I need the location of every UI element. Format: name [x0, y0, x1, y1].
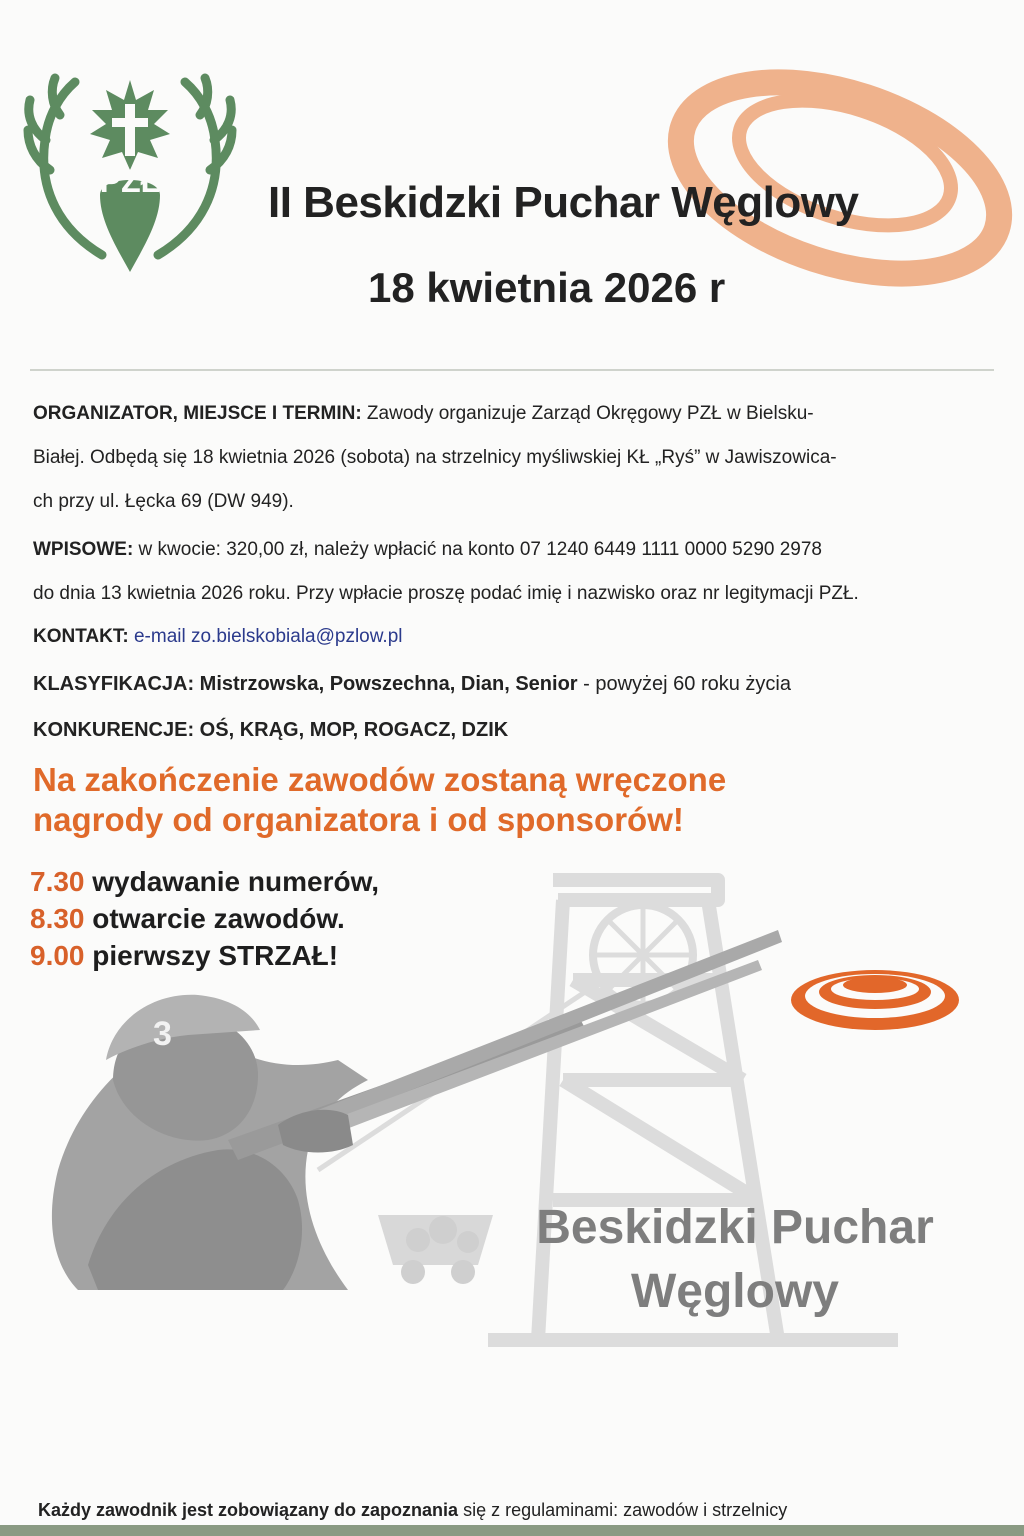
footer-bar: [0, 1525, 1024, 1536]
competitions-list: OŚ, KRĄG, MOP, ROGACZ, DZIK: [194, 719, 509, 741]
footer-note: [38, 1500, 787, 1521]
shooter-cap-number: 3: [153, 1015, 172, 1053]
schedule-item: [30, 866, 379, 898]
organizer-text-line2: Białej. Odbędą się 18 kwietnia 2026 (sobota) na strzelnicy myśliwskiej KŁ „Ryś” w Jawiszowica-: [33, 447, 837, 468]
brand-wordmark: [505, 1196, 965, 1324]
fee-text-line2: do dnia 13 kwietnia 2026 roku. Przy wpłacie proszę podać imię i nazwisko oraz nr legitymacji PZŁ.: [33, 583, 859, 604]
organizer-text-line1: Zawody organizuje Zarząd Okręgowy PZŁ w Bielsku-: [361, 403, 814, 424]
schedule-time: 9.00: [30, 940, 85, 971]
prize-line-1: Na zakończenie zawodów zostaną wręczone: [33, 761, 727, 798]
pzl-logo-icon: [20, 60, 240, 290]
fee-paragraph: [33, 528, 1013, 616]
competitions-label: KONKURENCJE:: [33, 719, 195, 741]
schedule-item: [30, 940, 338, 972]
brand-line-1: Beskidzki Puchar: [536, 1201, 934, 1254]
event-title: II Beskidzki Puchar Węglowy: [268, 178, 859, 227]
brand-line-2: Węglowy: [630, 1265, 839, 1318]
prize-line-2: nagrody od organizatora i od sponsorów!: [33, 801, 684, 838]
fee-label: WPISOWE:: [33, 539, 134, 560]
competitions-paragraph: [33, 708, 1013, 752]
fee-text-line1: w kwocie: 320,00 zł, należy wpłacić na konto 07 1240 6449 1111 0000 5290 2978: [133, 539, 822, 560]
schedule-item: [30, 903, 345, 935]
header-divider: [30, 369, 994, 371]
footer-text: się z regulaminami: zawodów i strzelnicy: [458, 1500, 788, 1520]
contact-paragraph: [33, 615, 1013, 659]
classification-categories: Mistrzowska, Powszechna, Dian, Senior: [194, 673, 578, 695]
coal-cart-icon: [378, 1215, 493, 1284]
schedule-label: otwarcie zawodów.: [84, 903, 345, 934]
organizer-text-line3: ch przy ul. Łęcka 69 (DW 949).: [33, 491, 294, 512]
schedule-label: pierwszy STRZAŁ!: [84, 940, 339, 971]
schedule-label: wydawanie numerów,: [84, 866, 380, 897]
logo-text: PZŁ: [99, 163, 161, 199]
classification-note: - powyżej 60 roku życia: [577, 673, 791, 695]
classification-paragraph: [33, 662, 1013, 706]
prize-announcement: [33, 760, 726, 840]
contact-label: KONTAKT:: [33, 626, 129, 647]
clay-target-icon: [785, 958, 965, 1038]
schedule-time: 8.30: [30, 903, 85, 934]
classification-label: KLASYFIKACJA:: [33, 673, 195, 695]
schedule-time: 7.30: [30, 866, 85, 897]
footer-bold-text: Każdy zawodnik jest zobowiązany do zapoznania: [38, 1500, 459, 1520]
contact-email-link[interactable]: e-mail zo.bielskobiala@pzlow.pl: [128, 626, 403, 647]
organizer-paragraph: [33, 392, 1013, 524]
organizer-label: ORGANIZATOR, MIEJSCE I TERMIN:: [33, 403, 362, 424]
event-date: 18 kwietnia 2026 r: [368, 264, 726, 311]
